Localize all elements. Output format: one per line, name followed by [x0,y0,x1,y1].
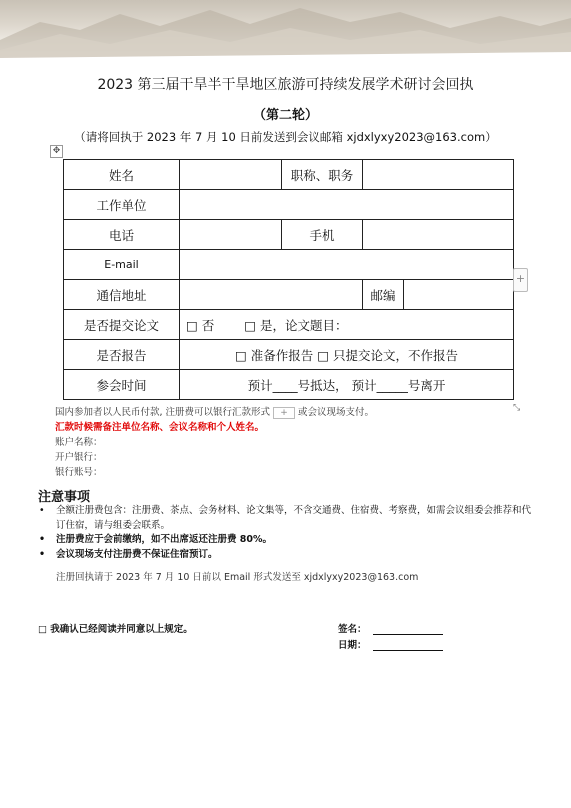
bank-label: 开户银行： [55,452,103,463]
work-unit-field[interactable] [180,190,514,220]
table-row [64,340,514,370]
page-title: 2023 第三届干旱半干旱地区旅游可持续发展学术研讨会回执 [97,77,474,93]
confirm-checkbox[interactable]: □ 我确认已经阅读并同意以上规定。 [38,624,193,635]
list-item: • 全额注册费包含：注册费、茶点、会务材料、论文集等，不含交通费、住宿费、考察费，如需会议组委会推荐和代订住宿，请与组委会联系。 [39,505,532,531]
add-column-icon[interactable]: + [513,268,528,292]
notes-list [38,504,538,562]
postcode-field[interactable] [404,280,514,310]
address-label: 通信地址 [64,280,180,310]
table-row [64,250,514,280]
list-item: • 会议现场支付注册费不保证住宿预订。 [39,548,218,560]
report-label: 是否报告 [64,340,180,370]
date-row [338,637,443,651]
table-row [64,220,514,250]
account-number-label: 银行账号： [55,467,103,478]
report-options[interactable]: □ 准备作报告 □ 只提交论文，不作报告 [180,340,514,370]
payment-info [55,404,535,419]
notes-heading: 注意事项 [38,490,91,505]
name-field[interactable] [180,160,282,190]
payment-text-b: 或会议现场支付。 [298,407,375,418]
mountain-banner-image [0,0,571,62]
table-row [64,310,514,340]
table-row [64,190,514,220]
payment-red-note: 汇款时候需备注单位名称、会议名称和个人姓名。 [55,422,265,433]
table-row [64,160,514,190]
address-field[interactable] [180,280,363,310]
signature-label: 签名： [338,624,367,635]
table-row [64,280,514,310]
paper-label: 是否提交论文 [64,310,180,340]
signature-line[interactable] [373,624,443,635]
name-label: 姓名 [64,160,180,190]
round-label: （第二轮） [252,108,318,123]
email-label: E-mail [64,250,180,280]
date-label: 日期： [338,640,367,651]
notes-tail: 注册回执请于 2023 年 7 月 10 日前以 Email 形式发送至 xjdxlyxy2023@163.com [56,572,419,583]
phone-label: 电话 [64,220,180,250]
table-move-handle-icon[interactable]: ✥ [50,145,63,158]
add-row-icon[interactable]: + [273,407,295,419]
submission-notice: （请将回执于 2023 年 7 月 10 日前发送到会议邮箱 xjdxlyxy2023@163.com） [74,130,497,144]
title-field[interactable] [363,160,514,190]
mobile-field[interactable] [363,220,514,250]
work-unit-label: 工作单位 [64,190,180,220]
attend-label: 参会时间 [64,370,180,400]
account-name-label: 账户名称： [55,437,103,448]
paper-yes-checkbox[interactable]: □ 是，论文题目： [244,317,348,333]
signature-row [338,621,443,635]
phone-field[interactable] [180,220,282,250]
attend-field[interactable]: 预计____号抵达， 预计_____号离开 [180,370,514,400]
mobile-label: 手机 [282,220,363,250]
payment-text-a: 国内参加者以人民币付款, 注册费可以银行汇款形式 [55,407,271,418]
date-line[interactable] [373,640,443,651]
table-row [64,370,514,400]
paper-no-checkbox[interactable]: □ 否 [186,317,215,333]
title-label: 职称、职务 [282,160,363,190]
list-item: • 注册费应于会前缴纳，如不出席返还注册费 80%。 [39,534,273,545]
paper-options [180,310,514,340]
header-banner [0,0,571,62]
email-field[interactable] [180,250,514,280]
table-resize-icon[interactable]: ⤡ [513,403,521,413]
registration-form-table [63,159,514,400]
postcode-label: 邮编 [363,280,404,310]
